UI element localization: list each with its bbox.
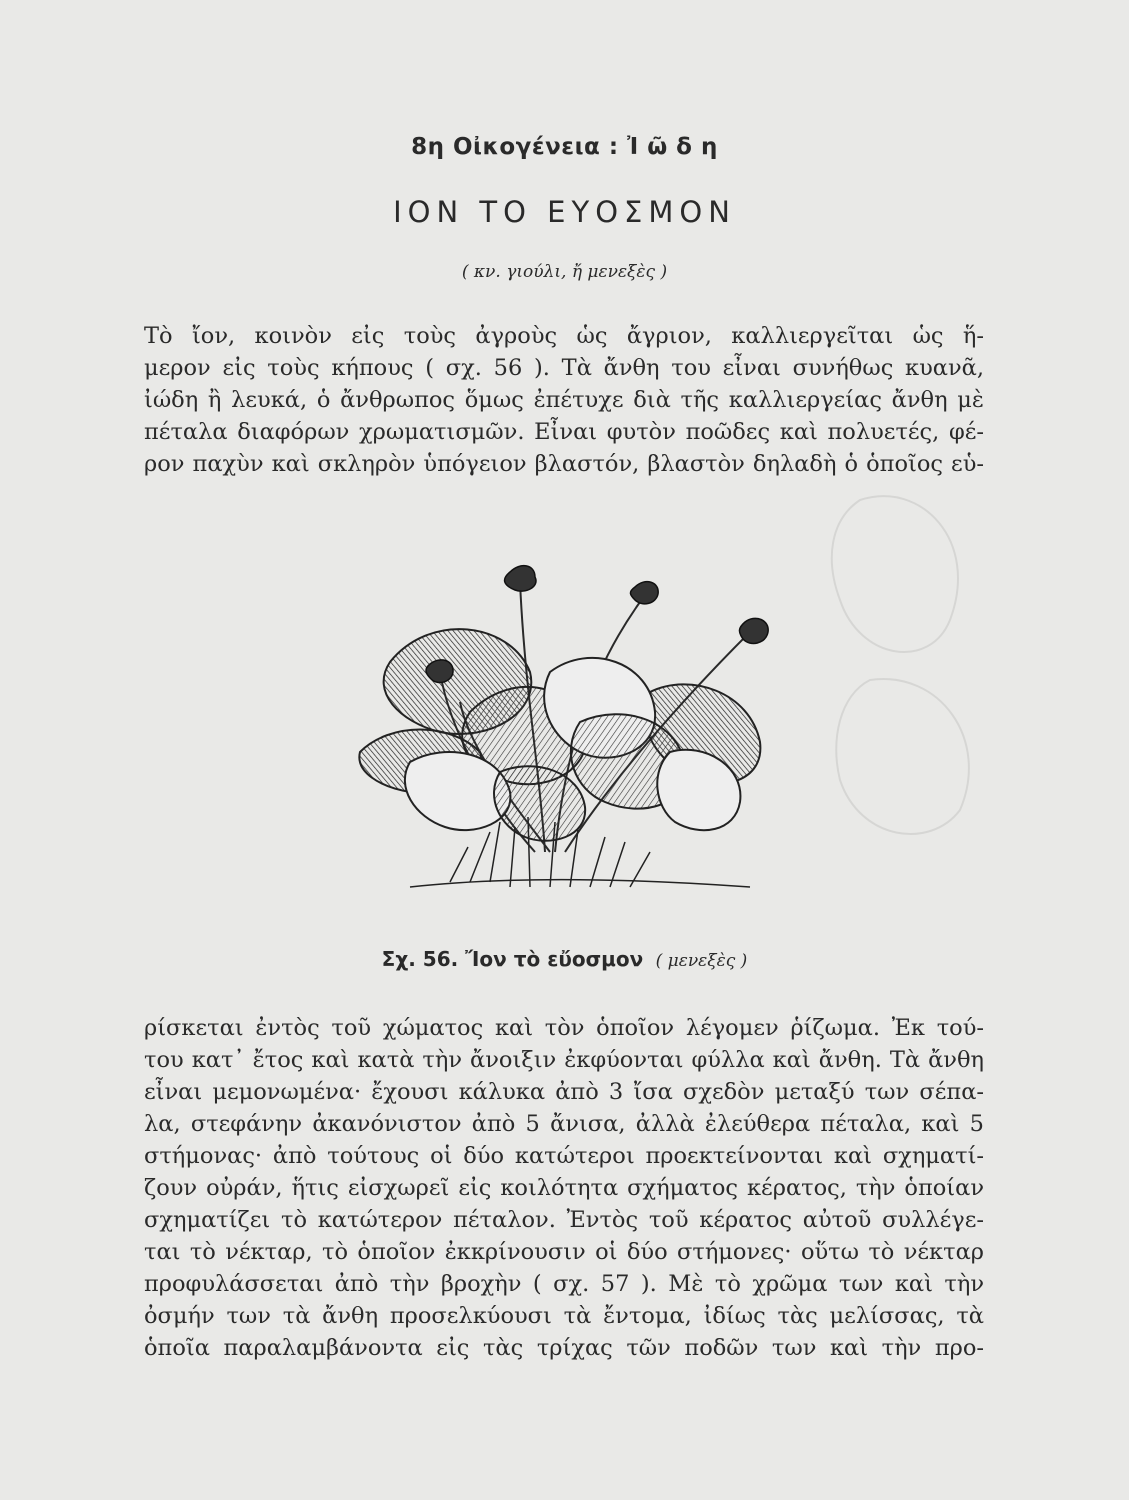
text-line: στήμονας· ἀπὸ τούτους οἱ δύο κατώτεροι προεκτείνονται καὶ σχηματί- [144,1143,984,1169]
text-line: ζουν οὐράν, ἥτις εἰσχωρεῖ εἰς κοιλότητα σχήματος κέρατος, τὴν ὁποίαν [144,1175,984,1201]
violet-illustration [350,552,790,897]
paragraph-2 [144,1012,984,1364]
paragraph-1 [144,320,984,480]
text-line: προφυλάσσεται ἀπὸ τὴν βροχὴν ( σχ. 57 ). Μὲ τὸ χρῶμα των καὶ τὴν [144,1271,984,1297]
figure-caption [0,947,1129,971]
text-line: σχηματίζει τὸ κατώτερον πέταλον. Ἐντὸς τοῦ κέρατος αὐτοῦ συλλέγε- [144,1207,984,1233]
text-line: ἰώδη ἢ λευκά, ὁ ἄνθρωπος ὅμως ἐπέτυχε διὰ τῆς καλλιεργείας ἄνθη μὲ [144,387,984,413]
caption-note: ( μενεξὲς ) [655,951,748,971]
text-line: εἶναι μεμονωμένα· ἔχουσι κάλυκα ἀπὸ 3 ἴσα σχεδὸν μεταξύ των σέπα- [144,1079,984,1105]
text-line: λα, στεφάνην ἀκανόνιστον ἀπὸ 5 ἄνισα, ἀλλὰ ἐλεύθερα πέταλα, καὶ 5 [144,1111,984,1137]
text-line: ρον παχὺν καὶ σκληρὸν ὑπόγειον βλαστόν, βλαστὸν δηλαδὴ ὁ ὁποῖος εὑ- [144,451,984,477]
text-line: ρίσκεται ἐντὸς τοῦ χώματος καὶ τὸν ὁποῖον λέγομεν ῥίζωμα. Ἐκ τού- [144,1015,984,1041]
text-line: του κατ᾽ ἔτος καὶ κατὰ τὴν ἄνοιξιν ἐκφύονται φύλλα καὶ ἄνθη. Τὰ ἄνθη [144,1047,984,1073]
text-line: μερον εἰς τοὺς κήπους ( σχ. 56 ). Τὰ ἄνθη του εἶναι συνήθως κυανᾶ, [144,355,984,381]
bleed-through-illustration [800,480,1000,860]
text-line: Τὸ ἴον, κοινὸν εἰς τοὺς ἀγροὺς ὡς ἄγριον, καλλιεργεῖται ὡς ἥ- [144,323,984,349]
family-heading: 8η Οἰκογένεια : Ἰ ῶ δ η [411,134,718,160]
page-subtitle: ( κν. γιούλι, ἤ μενεξὲς ) [461,262,668,282]
text-line: ται τὸ νέκταρ, τὸ ὁποῖον ἐκκρίνουσιν οἱ δύο στήμονες· οὕτω τὸ νέκταρ [144,1239,984,1265]
text-line: πέταλα διαφόρων χρωματισμῶν. Εἶναι φυτὸν ποῶδες καὶ πολυετές, φέ- [144,419,984,445]
text-line: ὀσμήν των τὰ ἄνθη προσελκύουσι τὰ ἔντομα, ἰδίως τὰς μελίσσας, τὰ [144,1303,984,1329]
text-line: ὁποῖα παραλαμβάνοντα εἰς τὰς τρίχας τῶν ποδῶν των καὶ τὴν προ- [144,1335,984,1361]
page-title: ΙΟΝ ΤΟ ΕΥΟΣΜΟΝ [393,195,736,229]
caption-main: Σχ. 56. Ἴον τὸ εὔοσμον [381,947,644,971]
